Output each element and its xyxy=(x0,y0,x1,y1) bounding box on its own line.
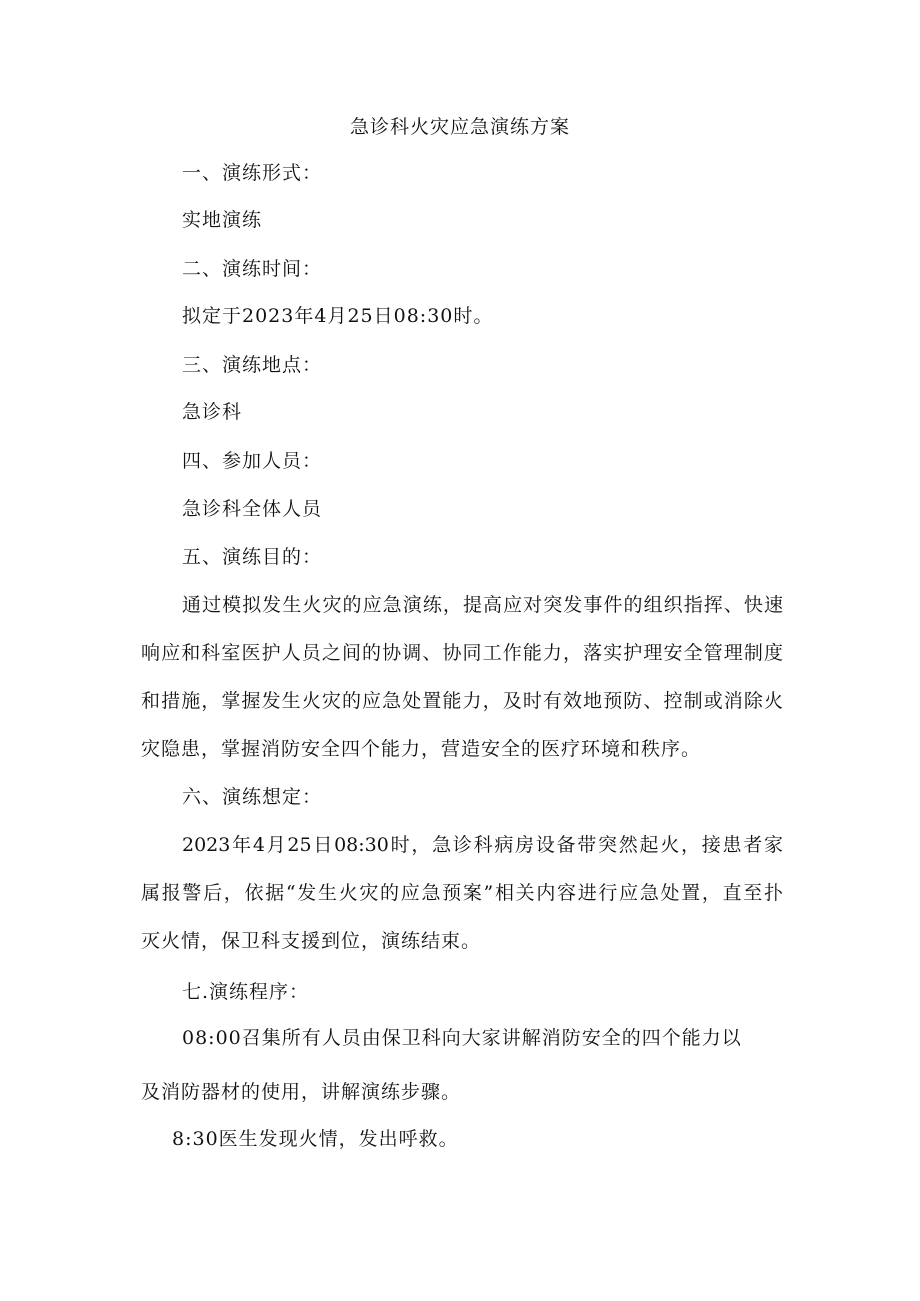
paragraph-line: 属报警后，依据“发生火灾的应急预案”相关内容进行应急处置，直至扑 xyxy=(141,882,783,904)
section-heading-participants: 四、参加人员： xyxy=(182,450,323,472)
section-body-participants: 急诊科全体人员 xyxy=(182,498,323,520)
paragraph-line: 灭火情，保卫科支援到位，演练结束。 xyxy=(141,930,482,952)
paragraph-line: 灾隐患，掌握消防安全四个能力，营造安全的医疗环境和秩序。 xyxy=(141,738,702,760)
section-heading-purpose: 五、演练目的： xyxy=(182,546,323,568)
section-heading-scenario: 六、演练想定： xyxy=(182,786,323,808)
section-body-form: 实地演练 xyxy=(182,209,263,231)
paragraph-line: 通过模拟发生火灾的应急演练，提高应对突发事件的组织指挥、快速 xyxy=(182,594,783,616)
paragraph-line: 08:00召集所有人员由保卫科向大家讲解消防安全的四个能力以 xyxy=(182,1027,742,1049)
paragraph-line: 2023年4月25日08:30时，急诊科病房设备带突然起火，接患者家 xyxy=(182,834,783,856)
section-heading-location: 三、演练地点： xyxy=(182,354,323,376)
document-title: 急诊科火灾应急演练方案 xyxy=(349,116,570,138)
paragraph-line: 响应和科室医护人员之间的协调、协同工作能力，落实护理安全管理制度 xyxy=(141,642,783,664)
paragraph-line: 和措施，掌握发生火灾的应急处置能力，及时有效地预防、控制或消除火 xyxy=(141,690,783,712)
section-heading-procedure: 七.演练程序： xyxy=(182,981,310,1003)
paragraph-line: 8:30医生发现火情，发出呼救。 xyxy=(172,1128,459,1150)
section-heading-time: 二、演练时间： xyxy=(182,258,323,280)
paragraph-line: 及消防器材的使用，讲解演练步骤。 xyxy=(141,1081,462,1103)
section-body-location: 急诊科 xyxy=(182,401,243,423)
section-body-time: 拟定于2023年4月25日08:30时。 xyxy=(182,305,494,327)
section-heading-form: 一、演练形式： xyxy=(182,162,323,184)
